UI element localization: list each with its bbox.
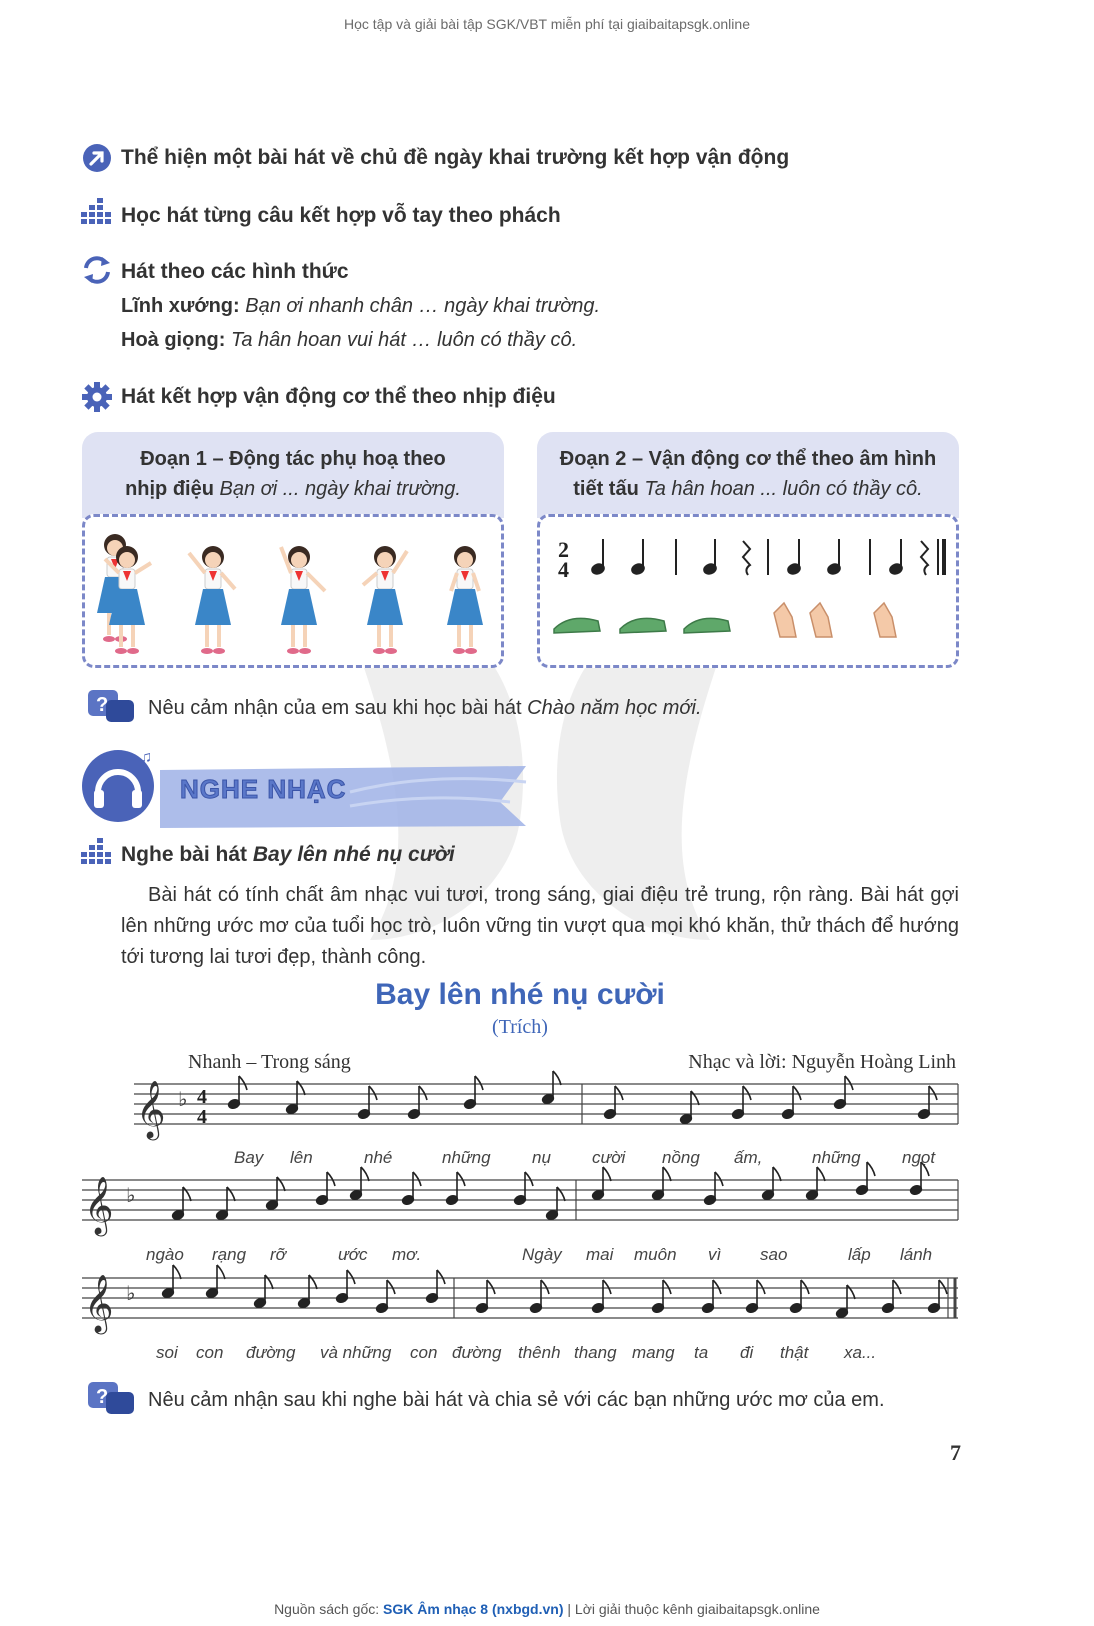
note-flag [437,1270,445,1284]
lyric: đường [246,1343,296,1362]
lyric: đi [740,1343,754,1362]
note-flag [715,1172,723,1186]
solo-label: Lĩnh xướng: [121,295,240,317]
svg-text:♫: ♫ [140,749,152,766]
question1-song: Chào năm học mới. [527,697,702,719]
svg-text:?: ? [96,694,109,716]
box2-header [537,432,959,518]
note-flag [743,1086,751,1100]
question1-text [148,697,702,720]
dancers-illustration [85,517,501,665]
note-flag [413,1172,421,1186]
section-title: NGHE NHẠC [180,774,347,804]
rhythm-time-bottom: 4 [558,557,569,582]
box1-title-italic: Bạn ơi ... ngày khai trường. [219,478,461,500]
music-score [82,1070,962,1340]
lyric: cười [592,1148,626,1167]
note-flag [487,1280,495,1294]
dancer-4 [363,546,407,654]
svg-text:?: ? [96,1386,109,1408]
question-icon [86,688,136,728]
lyric: mai [586,1245,614,1264]
lyric: những [442,1148,491,1167]
lyric: và những [320,1343,392,1362]
note-flag [419,1086,427,1100]
lyric: nồng [662,1148,700,1167]
note-flag [557,1187,565,1201]
lyric: vì [708,1245,722,1264]
refresh-icon [81,254,113,286]
note-flag [713,1280,721,1294]
note-flag [361,1167,369,1181]
stomp-feet [554,618,730,633]
note-flag [369,1086,377,1100]
solo-line [121,295,600,318]
box2-title-bold: tiết tấu [573,478,639,500]
footer-prefix: Nguồn sách gốc: [274,1601,380,1617]
score-composer: Nhạc và lời: Nguyễn Hoàng Linh [688,1051,956,1073]
chorus-line [121,329,577,352]
note-flag [867,1162,875,1176]
note-flag [845,1076,853,1090]
forms-heading: Hát theo các hình thức [121,260,349,283]
note-flag [603,1167,611,1181]
header-note: Học tập và giải bài tập SGK/VBT miễn phí tại giaibaitapsgk.online [344,16,750,32]
lyric: rỡ [270,1245,286,1264]
lyric: mơ. [392,1245,422,1264]
lyric: ước [338,1245,368,1264]
note-flag [801,1280,809,1294]
note-flag [227,1187,235,1201]
lyric: ta [694,1343,709,1362]
note-flag [173,1265,181,1279]
score-time-top: 4 [197,1086,207,1108]
lyric: Ngày [522,1245,562,1264]
question1-main: Nêu cảm nhận của em sau khi học bài hát [148,697,522,719]
box2-title-italic: Ta hân hoan ... luôn có thầy cô. [644,478,923,500]
box2-body [537,514,959,668]
note-flag [773,1167,781,1181]
note-flag [297,1081,305,1095]
note-flag [929,1086,937,1100]
lyric: lấp [848,1245,871,1264]
treble-clef-2: 𝄞 [84,1176,114,1234]
box1-title-line1: Đoạn 1 – Động tác phụ hoạ theo [140,448,446,470]
chorus-label: Hoà giọng: [121,329,226,351]
lyric: nụ [532,1148,551,1167]
page-number: 7 [950,1440,961,1465]
chorus-text: Ta hân hoan vui hát … luôn có thầy cô. [231,329,578,351]
lyric: thật [780,1343,809,1362]
lyric: ngào [146,1245,184,1264]
box1-title-bold: nhịp điệu [125,478,214,500]
lyric: mang [632,1343,675,1362]
note-flag [541,1280,549,1294]
perform-heading: Thể hiện một bài hát về chủ đề ngày khai trường kết hợp vận động [121,146,790,169]
note-flag [327,1172,335,1186]
score-title: Bay lên nhé nụ cười [375,978,665,1011]
note-flag [603,1280,611,1294]
note-flag [239,1076,247,1090]
note-flag [387,1280,395,1294]
score-time-bottom: 4 [197,1106,207,1128]
lyric: muôn [634,1245,677,1264]
treble-clef-1: 𝄞 [136,1080,166,1138]
movement-heading: Hát kết hợp vận động cơ thể theo nhịp điệu [121,385,556,408]
note-flag [817,1167,825,1181]
note-flag [615,1086,623,1100]
note-flag [265,1275,273,1289]
lyric: lánh [900,1245,933,1264]
lyric: con [196,1343,224,1362]
box2-title-line2 [537,474,959,504]
listen-paragraph: Bài hát có tính chất âm nhạc vui tươi, trong sáng, giai điệu trẻ trung, rộn ràng. Bài hát gợi lên những ước mơ của tuổi học trò, luôn vững tin vượt qua mọi khó khăn, thử thách để hướng tới tương lai tươi đẹp, thành công. [121,884,959,968]
arrow-circle-icon [82,143,112,173]
note-flag [525,1172,533,1186]
question2-text: Nêu cảm nhận sau khi nghe bài hát và chia sẻ với các bạn những ước mơ của em. [148,1389,885,1411]
lyric: những [812,1148,861,1167]
gear-icon [82,382,112,412]
note-flag [553,1071,561,1085]
note-flag [457,1172,465,1186]
lyric: Bay [234,1148,264,1167]
footer-note [0,1601,1094,1617]
note-flag [217,1265,225,1279]
equalizer-icon [81,198,113,228]
box1-header [82,432,504,518]
note-flag [793,1086,801,1100]
equalizer-icon-2 [81,838,113,868]
lyric: con [410,1343,438,1362]
lyric: soi [156,1343,178,1362]
footer-book-link[interactable]: SGK Âm nhạc 8 (nxbgd.vn) [383,1601,564,1617]
listen-label: Nghe bài hát [121,843,248,866]
lyric: ấm, [734,1148,763,1167]
note-flag [847,1285,855,1299]
lyric: thang [574,1343,617,1362]
flat-1: ♭ [178,1087,188,1111]
lyric: nhé [364,1148,393,1167]
lyric: xa... [844,1343,877,1362]
listen-heading [121,843,455,867]
note-flag [475,1076,483,1090]
box1-body [82,514,504,668]
clap-hands [774,603,896,637]
listen-song: Bay lên nhé nụ cười [252,843,455,866]
lyric: đường [452,1343,502,1362]
lyric: sao [760,1245,788,1264]
note-flag [939,1280,947,1294]
box2-title-line1: Đoạn 2 – Vận động cơ thể theo âm hình [559,448,937,470]
box1-title-line2 [82,474,504,504]
score-subtitle: (Trích) [492,1016,548,1038]
question-icon-2 [86,1380,136,1420]
treble-clef-3: 𝄞 [84,1274,114,1332]
dancer-2 [189,546,235,654]
dancer-5 [447,546,483,654]
rhythm-notation [540,517,956,665]
rhythm-time-top: 2 [558,537,569,562]
note-flag [663,1280,671,1294]
note-flag [663,1167,671,1181]
note-flag [691,1091,699,1105]
footer-suffix: | Lời giải thuộc kênh giaibaitapsgk.online [567,1601,820,1617]
lyric: ngọt [902,1148,936,1167]
lyric: lên [290,1148,313,1167]
learn-heading: Học hát từng câu kết hợp vỗ tay theo phách [121,204,561,227]
note-flag [347,1270,355,1284]
lyric: thênh [518,1343,561,1362]
flat-3: ♭ [126,1281,136,1305]
note-flag [893,1280,901,1294]
score-tempo: Nhanh – Trong sáng [188,1051,351,1073]
flat-2: ♭ [126,1183,136,1207]
lyric: rạng [212,1245,247,1264]
note-flag [309,1275,317,1289]
note-flag [757,1280,765,1294]
solo-text: Bạn ơi nhanh chân … ngày khai trường. [245,295,601,317]
dancer-3 [281,546,325,654]
note-flag [183,1187,191,1201]
note-flag [277,1177,285,1191]
